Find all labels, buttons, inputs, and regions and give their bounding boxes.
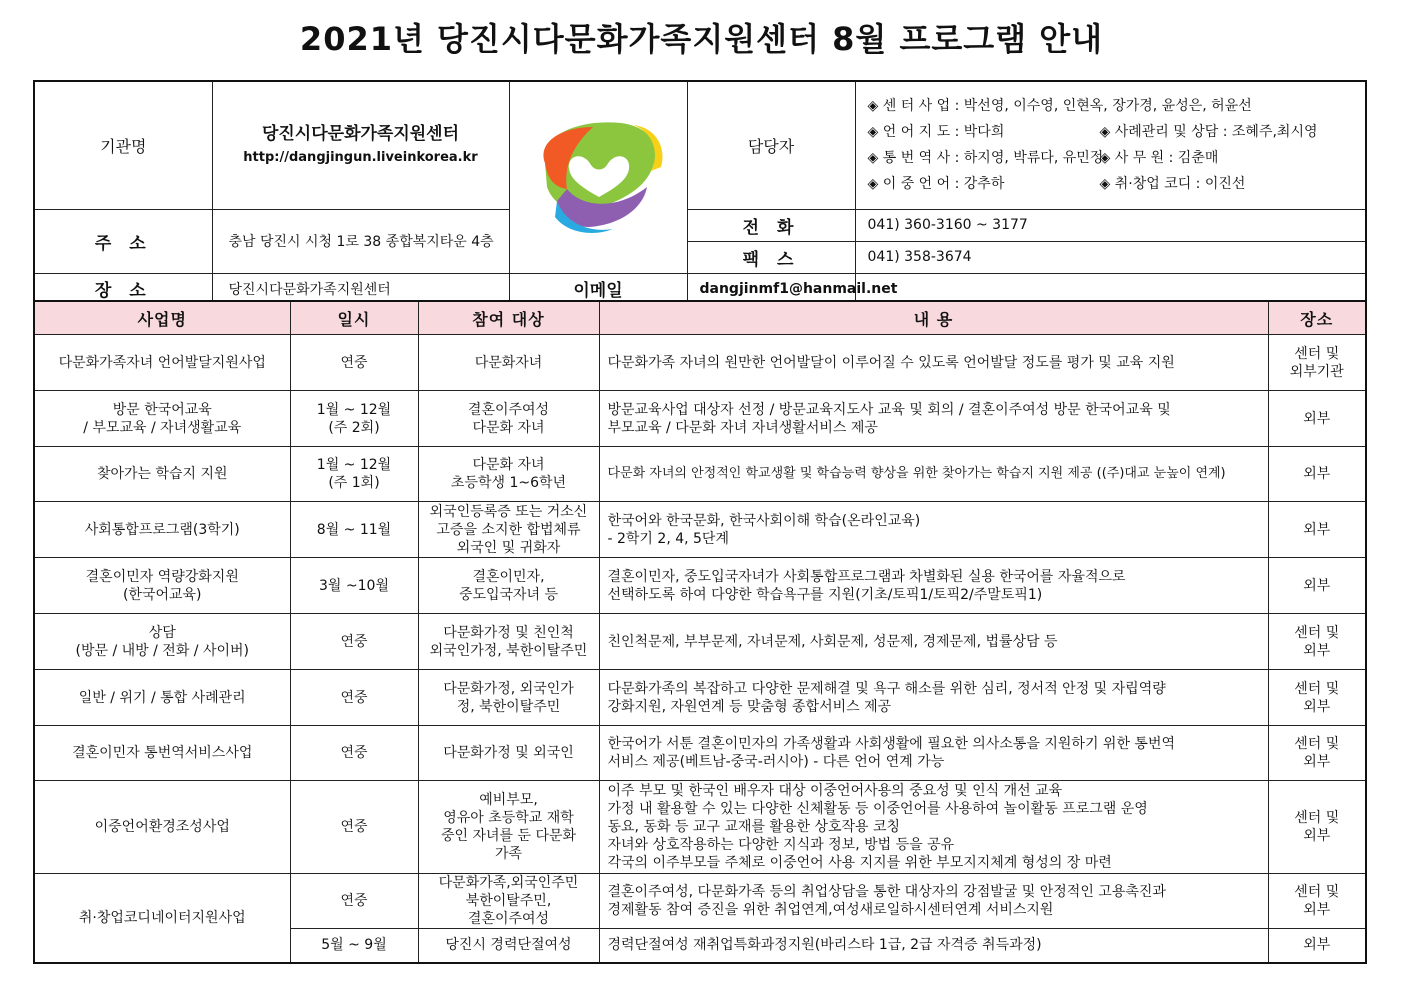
program-place-cell [1268,929,1366,963]
program-place: 센터 및 [1294,345,1340,362]
program-content: 각국의 이주부모들 주체로 이중언어 사용 지지를 위한 부모지지체계 형성의 장 마련 [607,855,1112,871]
program-place-cell [1268,726,1366,781]
program-name: 찾아가는 학습지 지원 [96,466,228,482]
program-target: 다문화가정 및 친인척 [443,624,574,641]
program-name-cell [34,335,290,391]
header-place: 장소 [1268,301,1366,335]
staff-entry: ◈ 사 무 원 : 김춘매 [1099,150,1219,167]
program-target: 외국인등록증 또는 거소신 [429,503,588,520]
program-content: 경제활동 참여 증진을 위한 취업연계,여성새로일하시센터연계 서비스지원 [607,902,1054,918]
program-date: 연중 [340,689,368,706]
program-content-cell [599,502,1268,558]
program-place: 센터 및 [1294,624,1340,641]
center-logo-icon [523,105,673,245]
program-place: 외부기관 [1289,363,1344,380]
program-content: 한국어와 한국문화, 한국사회이해 학습(온라인교육) [607,512,921,529]
staff-line [868,119,1360,145]
program-target: 가족 [494,846,523,862]
org-label: 기관명 [34,81,212,209]
program-content-cell [599,670,1268,726]
program-date-cell [290,874,418,929]
program-name: 방문 한국어교육 [112,401,212,418]
program-place-cell [1268,391,1366,447]
program-target: 결혼이민자, [472,568,545,585]
program-name: 취·창업코디네이터지원사업 [78,909,246,926]
program-target-cell [418,781,599,874]
header-content: 내 용 [599,301,1268,335]
program-content: 경력단절여성 재취업특화과정지원(바리스타 1급, 2급 자격증 취득과정) [607,937,1042,954]
program-place: 센터 및 [1294,810,1340,826]
program-place-cell [1268,670,1366,726]
program-date-cell [290,670,418,726]
program-content-cell [599,447,1268,502]
program-target: 중도입국자녀 등 [458,586,559,603]
program-name: 상담 [148,624,176,641]
table-row [34,447,1366,502]
program-date-cell [290,781,418,874]
program-content: 이주 부모 및 한국인 배우자 대상 이중언어사용의 중요성 및 인식 개선 교육 [607,783,1063,799]
program-content-cell [599,391,1268,447]
program-date: 연중 [340,819,368,835]
phone-value: 041) 360-3160 ~ 3177 [855,209,1366,241]
program-target: 다문화 자녀 [472,419,545,436]
place-label: 장 소 [34,273,212,305]
program-content-cell [599,929,1268,963]
program-name-cell [34,391,290,447]
table-row [34,391,1366,447]
program-name: 다문화가족자녀 언어발달지원사업 [58,354,266,371]
program-target-cell [418,502,599,558]
program-target: 영유아 초등학교 재학 [443,810,574,826]
phone-label: 전 화 [687,209,855,241]
program-target-cell [418,558,599,614]
program-name-cell [34,670,290,726]
program-date: (주 2회) [328,419,380,436]
table-row [34,781,1366,874]
program-content: 결혼이주여성, 다문화가족 등의 취업상담을 통한 대상자의 강점발굴 및 안정적인 고용촉진과 [607,884,1166,900]
address-label: 주 소 [34,209,212,273]
institution-info-table [33,80,1367,306]
program-date-cell [290,726,418,781]
program-target: 중인 자녀를 둔 다문화 [440,828,577,844]
staff-entry: ◈ 이 중 언 어 : 강추하 [867,176,1005,193]
program-target: 다문화가정, 외국인가 [443,680,574,697]
staff-line [868,93,1360,119]
program-place-cell [1268,502,1366,558]
fax-label: 팩 스 [687,241,855,273]
program-content: 결혼이민자, 중도입국자녀가 사회통합프로그램과 차별화된 실용 한국어를 자율적으로 [607,568,1126,585]
staff-entry: ◈ 취·창업 코디 : 이진선 [1099,176,1246,193]
email-value[interactable]: dangjinmf1@hanmail.net [687,273,855,305]
program-target-cell [418,874,599,929]
program-content-cell [599,558,1268,614]
org-name: 당진시다문화가족지원센터 [261,124,460,145]
program-target: 예비부모, [479,792,538,808]
program-place-cell [1268,781,1366,874]
program-date: 연중 [340,893,368,909]
program-date: 8월 ~ 11월 [316,521,392,538]
program-name: (한국어교육) [122,586,202,603]
program-place: 외부 [1303,466,1331,482]
program-target: 다문화 자녀 [472,457,545,473]
staff-line [868,145,1360,171]
logo-cell [509,81,687,273]
program-table [33,300,1367,964]
program-place-cell [1268,874,1366,929]
staff-entry: ◈ 통 번 역 사 : 하지영, 박류다, 유민정 [867,150,1104,167]
program-content: - 2학기 2, 4, 5단계 [607,530,729,547]
table-row [34,558,1366,614]
program-name-cell [34,726,290,781]
program-target-cell [418,447,599,502]
program-target-cell [418,335,599,391]
program-place: 외부 [1303,410,1331,427]
program-target: 다문화자녀 [474,354,543,371]
table-row [34,502,1366,558]
program-content: 자녀와 상호작용하는 다양한 지식과 정보, 방법 등을 공유 [607,837,955,853]
staff-entry: ◈ 언 어 지 도 : 박다희 [867,124,1005,141]
program-content: 부모교육 / 다문화 자녀 자녀생활서비스 제공 [607,419,878,436]
program-place: 외부 [1303,521,1331,538]
address-value: 충남 당진시 시청 1로 38 종합복지타운 4층 [212,209,509,273]
program-content: 방문교육사업 대상자 선정 / 방문교육지도사 교육 및 회의 / 결혼이주여성 방문 한국어교육 및 [607,401,1171,418]
program-place: 센터 및 [1294,884,1340,900]
program-content-cell [599,614,1268,670]
header-date: 일시 [290,301,418,335]
program-place: 센터 및 [1294,736,1340,752]
fax-value: 041) 358-3674 [855,241,1366,273]
table-row [34,670,1366,726]
program-content: 한국어가 서툰 결혼이민자의 가족생활과 사회생활에 필요한 의사소통을 지원하기 위한 통번역 [607,736,1175,752]
program-date-cell [290,558,418,614]
program-place: 외부 [1303,577,1331,594]
table-row [34,874,1366,929]
page-title: 2021년 당진시다문화가족지원센터 8월 프로그램 안내 [299,20,1104,58]
program-date-cell [290,502,418,558]
program-content: 강화지원, 자원연계 등 맞춤형 종합서비스 제공 [607,698,892,715]
program-date-cell [290,335,418,391]
staff-cell [855,81,1366,209]
staff-list [868,93,1360,197]
program-content: 가정 내 활용할 수 있는 다양한 신체활동 등 이중언어를 사용하여 놀이활동 프로그램 운영 [607,801,1148,817]
program-content-cell [599,726,1268,781]
header-program-name: 사업명 [34,301,290,335]
table-row [34,614,1366,670]
program-place: 외부 [1303,828,1331,844]
program-name: 일반 / 위기 / 통합 사례관리 [78,689,246,706]
program-content-cell [599,781,1268,874]
program-name: 사회통합프로그램(3학기) [84,521,240,538]
manager-label: 담당자 [687,81,855,209]
program-name-cell [34,447,290,502]
place-value: 당진시다문화가족지원센터 [212,273,509,305]
program-target: 정, 북한이탈주민 [456,698,561,715]
program-target: 외국인가정, 북한이탈주민 [429,642,588,659]
program-date: 3월 ~10월 [319,577,389,594]
program-content: 다문화 자녀의 안정적인 학교생활 및 학습능력 향상을 위한 찾아가는 학습지 지원 제공 ((주)대교 눈높이 연계) [607,466,1226,481]
program-target-cell [418,726,599,781]
program-date-cell [290,614,418,670]
program-target-cell [418,614,599,670]
program-content: 친인척문제, 부부문제, 자녀문제, 사회문제, 성문제, 경제문제, 법률상담 등 [607,633,1058,650]
staff-entry: ◈ 사례관리 및 상담 : 조혜주,최시영 [1099,124,1318,141]
org-cell [212,81,509,209]
program-place: 센터 및 [1294,680,1340,697]
program-target-cell [418,929,599,963]
program-target: 다문화가정 및 외국인 [443,745,574,761]
program-date: 1월 ~ 12월 [316,401,392,418]
program-date-cell [290,391,418,447]
program-date: 1월 ~ 12월 [316,457,392,473]
program-target-cell [418,391,599,447]
program-name: 결혼이민자 역량강화지원 [85,568,239,585]
program-date: 5월 ~ 9월 [321,937,387,954]
program-place: 외부 [1303,642,1331,659]
program-date: 연중 [340,633,368,650]
program-date-cell [290,929,418,963]
program-content: 선택하도록 하여 다양한 학습욕구를 지원(기초/토픽1/토픽2/주말토픽1) [607,586,1043,603]
program-name: 결혼이민자 통번역서비스사업 [72,745,253,761]
program-content-cell [599,874,1268,929]
program-date-cell [290,447,418,502]
table-row [34,726,1366,781]
program-target: 결혼이주여성 [467,911,550,927]
table-row [34,335,1366,391]
program-target: 북한이탈주민, [465,893,552,909]
program-name: 이중언어환경조성사업 [94,819,230,835]
program-date: 연중 [340,745,368,761]
program-date: (주 1회) [328,475,380,491]
program-place-cell [1268,558,1366,614]
program-name: / 부모교육 / 자녀생활교육 [83,419,242,436]
org-url[interactable]: http://dangjingun.liveinkorea.kr [243,150,478,166]
program-target: 고증을 소지한 합법체류 [436,521,581,538]
program-name-cell [34,874,290,963]
program-place-cell [1268,335,1366,391]
staff-entry: ◈ 센 터 사 업 : 박선영, 이수영, 인현옥, 장가경, 윤성은, 허윤선 [867,98,1252,115]
program-name-cell [34,614,290,670]
program-place: 외부 [1303,902,1331,918]
program-target: 초등학생 1~6학년 [450,475,567,491]
program-place-cell [1268,614,1366,670]
program-target-cell [418,670,599,726]
staff-line [868,171,1360,197]
program-date: 연중 [340,354,368,371]
program-place: 외부 [1303,937,1331,954]
program-target: 외국인 및 귀화자 [456,539,561,556]
program-target: 당진시 경력단절여성 [445,937,572,954]
program-name-cell [34,502,290,558]
program-name-cell [34,558,290,614]
program-content-cell [599,335,1268,391]
program-content: 다문화가족 자녀의 원만한 언어발달이 이루어질 수 있도록 언어발달 정도를 평가 및 교육 지원 [607,354,1175,371]
header-target: 참여 대상 [418,301,599,335]
program-target: 결혼이주여성 [467,401,550,418]
program-target: 다문화가족,외국인주민 [438,875,579,891]
program-place: 외부 [1303,754,1331,770]
program-place: 외부 [1303,698,1331,715]
program-content: 다문화가족의 복잡하고 다양한 문제해결 및 욕구 해소를 위한 심리, 정서적 안정 및 자립역량 [607,680,1166,697]
program-place-cell [1268,447,1366,502]
program-name: (방문 / 내방 / 전화 / 사이버) [75,642,249,659]
program-name-cell [34,781,290,874]
program-content: 서비스 제공(베트남-중국-러시아) - 다른 언어 연계 가능 [607,754,945,770]
email-label: 이메일 [509,273,687,305]
program-content: 동요, 동화 등 교구 교재를 활용한 상호작용 코칭 [607,819,901,835]
